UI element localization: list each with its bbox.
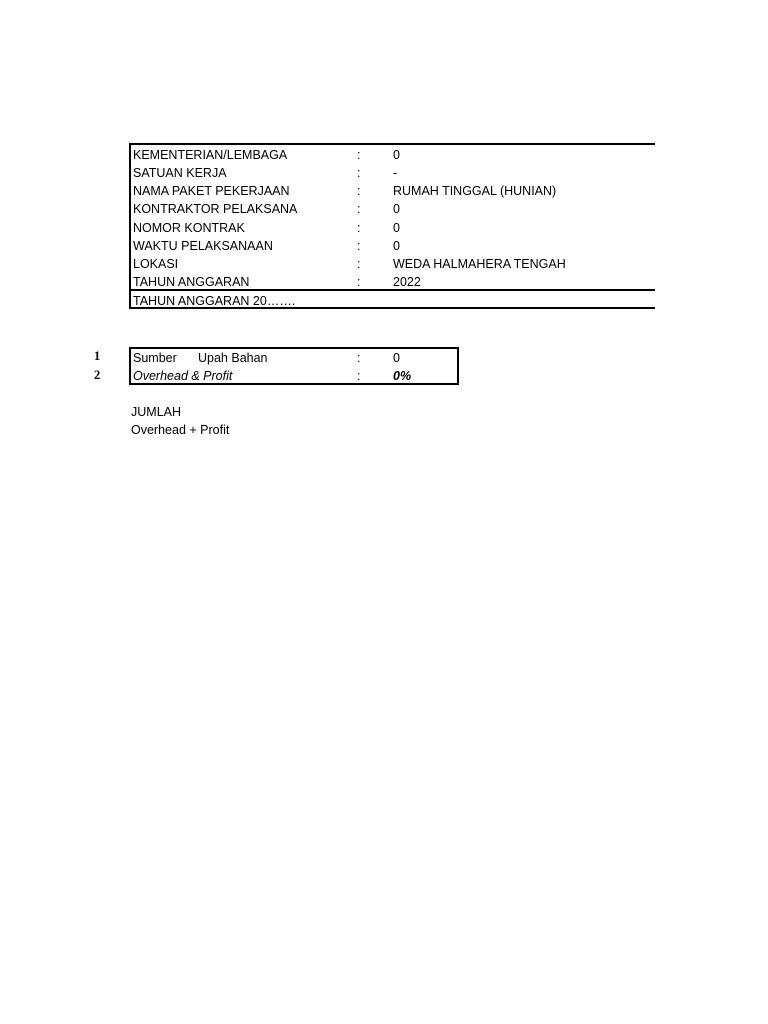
overhead-profit-label: Overhead + Profit — [131, 423, 230, 437]
info-value: 0 — [393, 239, 400, 253]
cost-sublabel: Upah Bahan — [198, 351, 268, 365]
info-colon: : — [357, 239, 361, 253]
info-value: 0 — [393, 221, 400, 235]
info-colon: : — [357, 148, 361, 162]
info-colon: : — [357, 202, 361, 216]
info-divider — [131, 289, 655, 291]
cost-colon: : — [357, 351, 361, 365]
item-number: 1 — [94, 349, 101, 363]
info-value: 0 — [393, 148, 400, 162]
info-footer: TAHUN ANGGARAN 20……. — [133, 294, 296, 308]
info-colon: : — [357, 221, 361, 235]
info-label: SATUAN KERJA — [133, 166, 227, 180]
cost-colon: : — [357, 369, 361, 383]
info-value: RUMAH TINGGAL (HUNIAN) — [393, 184, 557, 198]
info-label: KEMENTERIAN/LEMBAGA — [133, 148, 288, 162]
info-label: NAMA PAKET PEKERJAAN — [133, 184, 290, 198]
info-value: - — [393, 166, 398, 180]
info-label: WAKTU PELAKSANAAN — [133, 239, 273, 253]
info-colon: : — [357, 257, 361, 271]
cost-items-table — [129, 347, 459, 385]
project-info-table — [129, 143, 655, 309]
info-colon: : — [357, 275, 361, 289]
info-label: NOMOR KONTRAK — [133, 221, 245, 235]
info-colon: : — [357, 184, 361, 198]
cost-value: 0% — [393, 369, 412, 383]
cost-value: 0 — [393, 351, 400, 365]
cost-label: Sumber — [133, 351, 177, 365]
info-label: KONTRAKTOR PELAKSANA — [133, 202, 298, 216]
info-value: 2022 — [393, 275, 421, 289]
info-colon: : — [357, 166, 361, 180]
cost-label: Overhead & Profit — [133, 369, 233, 383]
info-label: TAHUN ANGGARAN — [133, 275, 250, 289]
info-label: LOKASI — [133, 257, 179, 271]
info-value: WEDA HALMAHERA TENGAH — [393, 257, 566, 271]
jumlah-label: JUMLAH — [131, 405, 182, 419]
item-number: 2 — [94, 368, 101, 382]
info-value: 0 — [393, 202, 400, 216]
